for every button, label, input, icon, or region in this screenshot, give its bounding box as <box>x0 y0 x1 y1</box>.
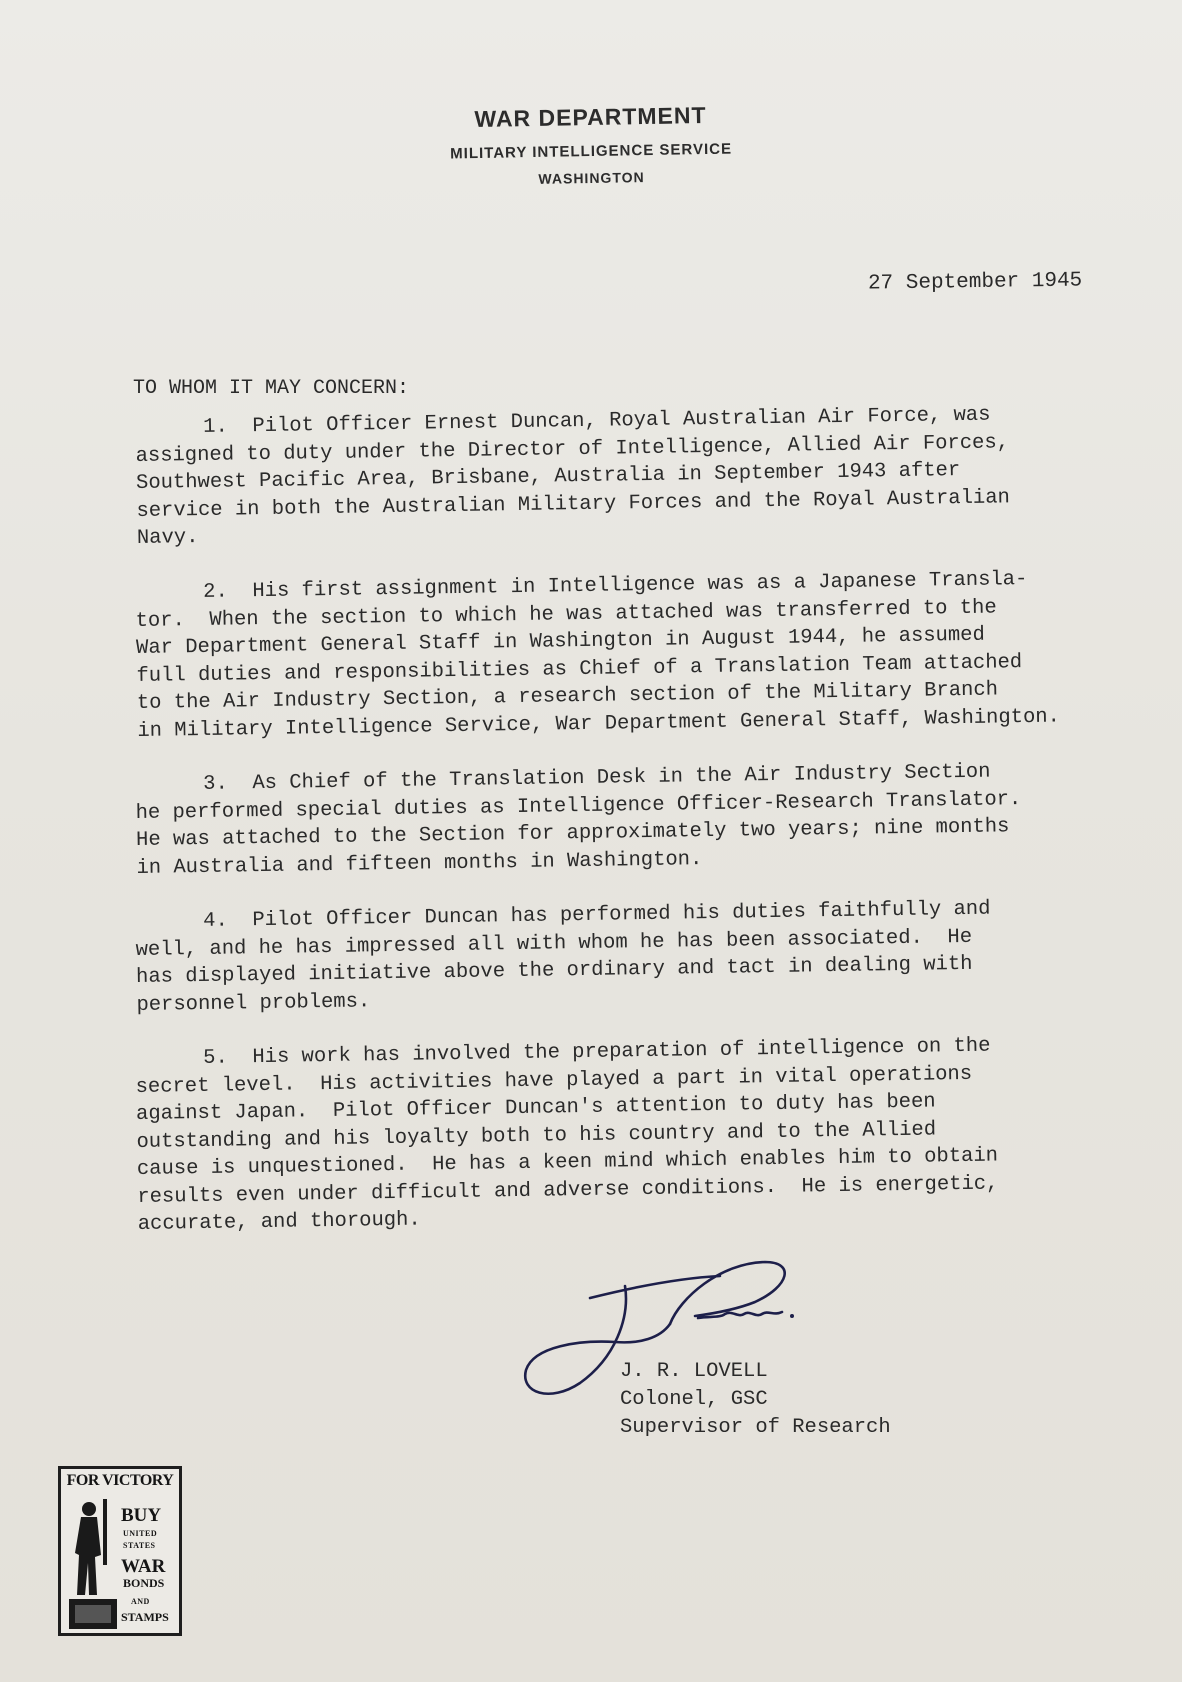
paragraph-line: 1. Pilot Officer Ernest Duncan, Royal Australian Air Force, was <box>203 403 991 439</box>
paragraph-line: Navy. <box>136 526 199 550</box>
paragraph-line: he performed special duties as Intelligence Officer-Research Translator. <box>135 787 1022 824</box>
stamp-united: UNITED <box>123 1529 158 1538</box>
paragraph-line: well, and he has impressed all with whom he has been associated. He <box>135 924 973 961</box>
signer-rank: Colonel, GSC <box>620 1388 768 1411</box>
stamp-states: STATES <box>123 1541 156 1550</box>
salutation: TO WHOM IT MAY CONCERN: <box>133 377 410 400</box>
signer-name: J. R. LOVELL <box>620 1360 768 1383</box>
paragraph-4 <box>135 893 1122 1018</box>
department-name: WAR DEPARTMENT <box>474 101 707 133</box>
paragraph-1 <box>135 400 1122 553</box>
letterhead <box>0 94 1182 197</box>
stamp-and: AND <box>131 1597 150 1606</box>
paragraph-line: to the Air Industry Section, a research section of the Military Branch <box>136 677 999 715</box>
paragraph-line: He was attached to the Section for approximately two years; nine months <box>135 814 1010 852</box>
paragraph-line: assigned to duty under the Director of Intelligence, Allied Air Forces, <box>135 430 1010 468</box>
paragraph-2 <box>135 564 1122 744</box>
signer-title: Supervisor of Research <box>620 1416 891 1439</box>
stamp-stamps: STAMPS <box>121 1610 169 1624</box>
paragraph-line: in Australia and fifteen months in Washington. <box>136 847 703 879</box>
stamp-buy: BUY <box>121 1505 162 1526</box>
stamp-war: WAR <box>121 1556 166 1577</box>
stamp-bonds: BONDS <box>123 1576 165 1590</box>
paragraph-line: in Military Intelligence Service, War Department General Staff, Washington. <box>137 704 1061 742</box>
paragraph-line: War Department General Staff in Washington in August 1944, he assumed <box>135 623 985 660</box>
paragraph-line: 2. His first assignment in Intelligence was as a Japanese Transla- <box>203 567 1028 604</box>
paragraph-line: accurate, and thorough. <box>137 1208 421 1236</box>
paragraph-5 <box>135 1030 1123 1238</box>
paragraph-line: 3. As Chief of the Translation Desk in the Air Industry Section <box>203 760 991 796</box>
letter-date: 27 September 1945 <box>867 269 1083 296</box>
paragraph-line: has displayed initiative above the ordinary and tact in dealing with <box>135 952 973 989</box>
service-name: MILITARY INTELLIGENCE SERVICE <box>450 140 733 163</box>
minuteman-figure-icon <box>67 1495 121 1633</box>
paragraph-line: Southwest Pacific Area, Brisbane, Australia in September 1943 after <box>135 459 961 495</box>
paragraph-line: 5. His work has involved the preparation of intelligence on the <box>203 1034 991 1070</box>
war-bonds-stamp <box>58 1466 182 1636</box>
paragraph-line: secret level. His activities have played a part in vital operations <box>135 1061 973 1098</box>
paragraph-line: against Japan. Pilot Officer Duncan's attention to duty has been <box>135 1089 936 1126</box>
paragraph-3 <box>135 756 1122 881</box>
paragraph-line: outstanding and his loyalty both to his country and to the Allied <box>136 1117 937 1153</box>
letter-body <box>135 403 1120 1265</box>
city-name: WASHINGTON <box>538 169 645 187</box>
stamp-for-victory: FOR VICTORY <box>66 1472 174 1489</box>
paragraph-line: results even under difficult and adverse conditions. He is energetic, <box>137 1171 999 1208</box>
paragraph-line: 4. Pilot Officer Duncan has performed his duties faithfully and <box>203 897 991 933</box>
paragraph-line: personnel problems. <box>136 989 371 1016</box>
paragraph-line: service in both the Australian Military Forces and the Royal Australian <box>136 485 1011 523</box>
handwritten-signature <box>520 1258 820 1408</box>
paragraph-line: tor. When the section to which he was attached was transferred to the <box>135 595 997 632</box>
paragraph-line: cause is unquestioned. He has a keen mind which enables him to obtain <box>136 1143 999 1181</box>
paragraph-line: full duties and responsibilities as Chief of a Translation Team attached <box>136 650 1023 687</box>
signature-block <box>560 1270 980 1450</box>
